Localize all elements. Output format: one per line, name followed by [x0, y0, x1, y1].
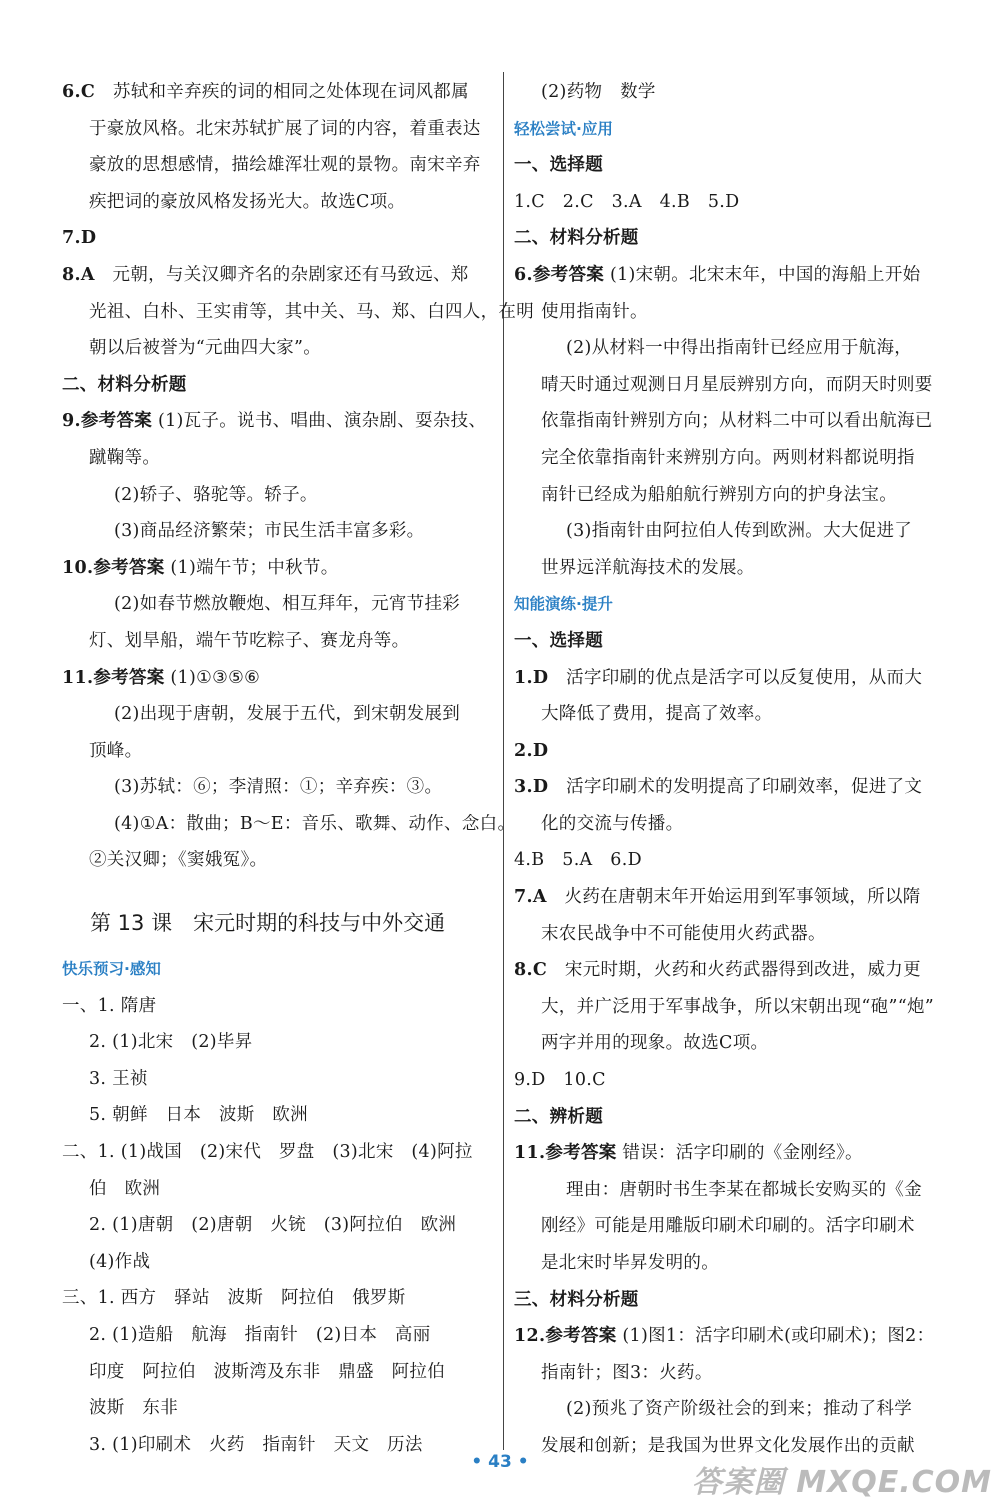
question-number: 11.参考答案	[514, 1143, 617, 1164]
answer-line: 8.A 元朝，与关汉卿齐名的杂剧家还有马致远、郑	[62, 264, 469, 285]
answer-line: 8.C 宋元时期，火药和火药武器得到改进，威力更	[514, 960, 921, 981]
answer-line: 9.参考答案 (1)瓦子。说书、唱曲、演杂剧、耍杂技、	[62, 411, 487, 432]
answer-line: 大降低了费用，提高了效率。	[541, 704, 773, 725]
question-number: 6.参考答案	[514, 264, 605, 285]
question-number: 9.参考答案	[62, 411, 153, 432]
answer-line: 3. 王祯	[89, 1068, 148, 1089]
question-number: 12.参考答案	[514, 1326, 617, 1347]
lesson-answers	[62, 951, 494, 1463]
answer-line: 末农民战争中不可能使用火药武器。	[541, 923, 826, 944]
answer-line: 使用指南针。	[541, 301, 648, 322]
answer-line: 发展和创新；是我国为世界文化发展作出的贡献	[541, 1435, 915, 1456]
answer-line: (2)如春节燃放鞭炮、相互拜年，元宵节挂彩	[114, 594, 461, 615]
answer-line: 波斯 东非	[89, 1398, 178, 1419]
answer-line: 南针已经成为船舶航行辨别方向的护身法宝。	[541, 484, 897, 505]
answer-line: 两字并用的现象。故选C项。	[541, 1033, 769, 1054]
answer-line: 3.D 活字印刷术的发明提高了印刷效率，促进了文	[514, 777, 923, 798]
answer-line: 2. (1)唐朝 (2)唐朝 火铳 (3)阿拉伯 欧洲	[89, 1215, 457, 1236]
answer-line: 2.D	[514, 740, 549, 761]
answer-line: 化的交流与传播。	[541, 813, 684, 834]
answer-line: 6.参考答案 (1)宋朝。北宋末年，中国的海船上开始	[514, 264, 921, 285]
answer-line: 于豪放风格。北宋苏轼扩展了词的内容，着重表达	[89, 118, 481, 139]
page-number: • 43 •	[471, 1452, 529, 1472]
answer-line: 二、1. (1)战国 (2)宋代 罗盘 (3)北宋 (4)阿拉	[62, 1142, 473, 1163]
question-number: 6.C	[62, 82, 96, 102]
answer-line: 二、材料分析题	[62, 374, 187, 395]
question-number: 3.D	[514, 777, 549, 798]
answer-line: 三、材料分析题	[514, 1289, 639, 1310]
answer-line: (2)轿子、骆驼等。轿子。	[114, 484, 318, 505]
answer-line: 晴天时通过观测日月星辰辨别方向，而阴天时则要	[541, 374, 933, 395]
question-number: 8.A	[62, 264, 95, 285]
answer-line: 一、选择题	[514, 155, 603, 176]
answer-line: (2)出现于唐朝，发展于五代，到宋朝发展到	[114, 704, 461, 725]
answer-line: 3. (1)印刷术 火药 指南针 天文 历法	[89, 1434, 423, 1455]
question-number: 10.参考答案	[62, 557, 165, 578]
answer-line: 1.C 2.C 3.A 4.B 5.D	[514, 191, 740, 212]
answer-line: 伯 欧洲	[89, 1178, 161, 1199]
right-answers	[514, 74, 944, 1465]
answer-line: 12.参考答案 (1)图1：活字印刷术(或印刷术)；图2：	[514, 1326, 935, 1347]
answer-line: 刚经》可能是用雕版印刷术印刷的。活字印刷术	[541, 1216, 915, 1237]
question-number: 8.C	[514, 960, 548, 981]
answer-line: 1.D 活字印刷的优点是活字可以反复使用，从而大	[514, 667, 923, 688]
answer-line: 光祖、白朴、王实甫等，其中关、马、郑、白四人，在明	[89, 301, 534, 322]
answer-line: 6.C 苏轼和辛弃疾的词的相同之处体现在词风都属	[62, 82, 469, 102]
answer-line: 印度 阿拉伯 波斯湾及东非 鼎盛 阿拉伯	[89, 1361, 445, 1382]
answer-line: 2. (1)北宋 (2)毕昇	[89, 1032, 253, 1053]
lesson-title: 第 13 课 宋元时期的科技与中外交通	[90, 911, 446, 936]
answer-line: (2)药物 数学	[541, 82, 656, 102]
question-number: 11.参考答案	[62, 667, 165, 688]
section-heading: 轻松尝试·应用	[514, 119, 613, 138]
answer-line: 疾把词的豪放风格发扬光大。故选C项。	[89, 191, 406, 212]
answer-line: 朝以后被誉为“元曲四大家”。	[89, 338, 322, 359]
answer-line: (4)①A：散曲；B～E：音乐、歌舞、动作、念白。	[114, 813, 516, 834]
answer-line: 二、材料分析题	[514, 228, 639, 249]
answer-line: (2)从材料一中得出指南针已经应用于航海，	[566, 338, 913, 359]
answer-line: 11.参考答案 (1)①③⑤⑥	[62, 667, 261, 688]
answer-line: 一、1. 隋唐	[62, 995, 157, 1016]
answer-line: 11.参考答案 错误：活字印刷的《金刚经》。	[514, 1143, 863, 1164]
answer-line: ②关汉卿；《窦娥冤》。	[89, 850, 268, 871]
question-number: 1.D	[514, 667, 549, 688]
right-column	[514, 74, 944, 1465]
answer-line: (3)商品经济繁荣；市民生活丰富多彩。	[114, 521, 425, 542]
answer-line: 顶峰。	[89, 740, 143, 761]
answer-line: 蹴鞠等。	[89, 447, 161, 468]
answer-line: 指南针；图3：火药。	[541, 1362, 713, 1383]
answer-line: 是北宋时毕昇发明的。	[541, 1253, 719, 1273]
section-heading: 快乐预习·感知	[62, 960, 161, 979]
answer-line: 完全依靠指南针来辨别方向。两则材料都说明指	[541, 447, 915, 468]
answer-line: 7.A 火药在唐朝末年开始运用到军事领域，所以隋	[514, 887, 921, 908]
answer-line: 4.B 5.A 6.D	[514, 850, 642, 871]
answer-line: 10.参考答案 (1)端午节；中秋节。	[62, 557, 339, 578]
answer-line: (3)指南针由阿拉伯人传到欧洲。大大促进了	[566, 521, 913, 542]
answer-line: 一、选择题	[514, 630, 603, 651]
answer-line: 2. (1)造船 航海 指南针 (2)日本 高丽	[89, 1325, 431, 1345]
question-number: 7.A	[514, 887, 547, 908]
answer-line: (4)作战	[89, 1251, 151, 1272]
answer-line: (3)苏轼：⑥；李清照：①；辛弃疾：③。	[114, 777, 443, 798]
answer-line: 大，并广泛用于军事战争，所以宋朝出现“砲”“炮”	[541, 996, 934, 1017]
watermark: 答案圈 MXQE.COM	[691, 1465, 992, 1500]
section-heading: 知能演练·提升	[514, 595, 613, 614]
answer-line: 灯、划旱船，端午节吃粽子、赛龙舟等。	[89, 630, 410, 651]
answer-line: 5. 朝鲜 日本 波斯 欧洲	[89, 1105, 308, 1126]
answer-line: 二、辨析题	[514, 1106, 603, 1127]
answer-line: 理由：唐朝时书生李某在都城长安购买的《金	[566, 1179, 922, 1200]
answer-line: 7.D	[62, 228, 97, 249]
answer-line: 依靠指南针辨别方向；从材料二中可以看出航海已	[541, 411, 933, 432]
column-divider	[503, 72, 504, 1450]
answer-line: 9.D 10.C	[514, 1070, 606, 1091]
answer-line: 世界远洋航海技术的发展。	[541, 557, 755, 578]
answer-line: 豪放的思想感情，描绘雄浑壮观的景物。南宋辛弃	[89, 155, 481, 176]
answer-line: (2)预兆了资产阶级社会的到来；推动了科学	[566, 1399, 913, 1420]
answer-line: 三、1. 西方 驿站 波斯 阿拉伯 俄罗斯	[62, 1288, 406, 1309]
